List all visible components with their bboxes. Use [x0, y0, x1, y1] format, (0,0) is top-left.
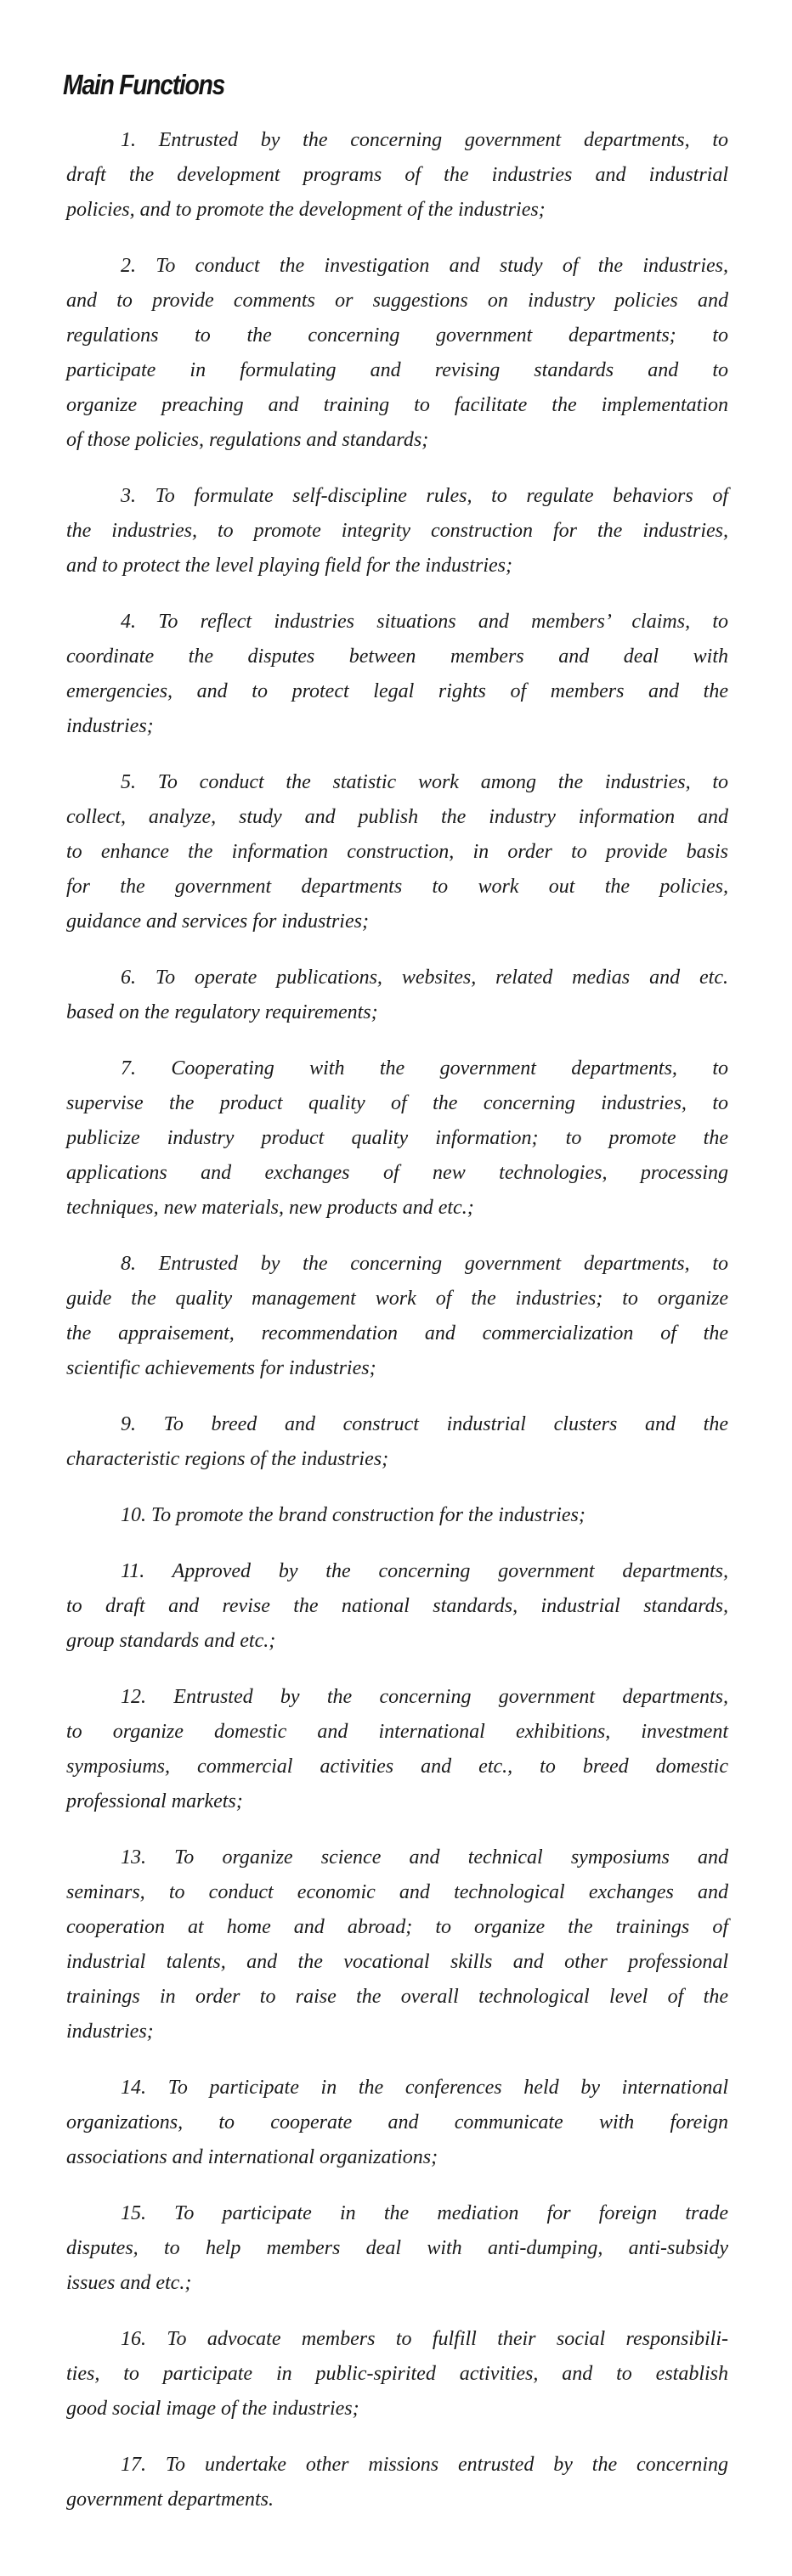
function-item: [66, 2071, 728, 2175]
function-item-line: policies, and to promote the development of the industries;: [66, 199, 546, 221]
function-item-line: characteristic regions of the industries;: [66, 1448, 389, 1470]
function-item-line: good social image of the industries;: [66, 2398, 359, 2420]
function-item: [66, 961, 728, 1030]
function-item-line: regulations to the concerning government departments; to: [66, 324, 728, 347]
function-item-first-line: 1. Entrusted by the concerning government departments, to: [121, 129, 728, 151]
function-item-line: and to provide comments or suggestions on industry policies and: [66, 290, 728, 312]
function-item-first-line: 2. To conduct the investigation and study of the industries,: [121, 255, 728, 277]
function-item-line: supervise the product quality of the concerning industries, to: [66, 1092, 728, 1114]
function-item: [66, 765, 728, 939]
function-item: [66, 2196, 728, 2301]
function-item: [66, 1498, 728, 1533]
function-item-first-line: 3. To formulate self-discipline rules, to regulate behaviors of: [121, 485, 728, 507]
functions-list: [66, 123, 728, 2539]
function-item-line: the industries, to promote integrity construction for the industries,: [66, 520, 728, 542]
function-item-line: organizations, to cooperate and communicate with foreign: [66, 2111, 728, 2134]
function-item: [66, 1680, 728, 1819]
function-item-line: collect, analyze, study and publish the industry information and: [66, 806, 728, 828]
function-item-line: trainings in order to raise the overall technological level of the: [66, 1986, 728, 2008]
function-item-line: government departments.: [66, 2489, 274, 2511]
function-item-line: the appraisement, recommendation and commercialization of the: [66, 1322, 728, 1344]
function-item: [66, 2448, 728, 2517]
function-item-first-line: 16. To advocate members to fulfill their social responsibili-: [121, 2328, 728, 2350]
function-item-first-line: 14. To participate in the conferences held by international: [121, 2077, 728, 2099]
function-item-line: professional markets;: [66, 1790, 243, 1812]
function-item-line: symposiums, commercial activities and etc., to breed domestic: [66, 1756, 728, 1778]
function-item-line: emergencies, and to protect legal rights of members and the: [66, 680, 728, 702]
function-item-line: cooperation at home and abroad; to organize the trainings of: [66, 1916, 728, 1938]
function-item-line: guidance and services for industries;: [66, 910, 369, 933]
function-item-line: coordinate the disputes between members and deal with: [66, 645, 728, 668]
function-item-line: to draft and revise the national standards, industrial standards,: [66, 1595, 728, 1617]
function-item-first-line: 5. To conduct the statistic work among the industries, to: [121, 771, 728, 793]
function-item-line: industries;: [66, 2021, 154, 2043]
function-item-line: organize preaching and training to facilitate the implementation: [66, 394, 728, 416]
function-item: [66, 123, 728, 228]
function-item-line: issues and etc.;: [66, 2272, 192, 2294]
function-item: [66, 1051, 728, 1226]
function-item-first-line: 12. Entrusted by the concerning government departments,: [121, 1686, 728, 1708]
function-item: [66, 1554, 728, 1659]
function-item-first-line: 15. To participate in the mediation for foreign trade: [121, 2202, 728, 2224]
function-item: [66, 1840, 728, 2049]
function-item-line: publicize industry product quality information; to promote the: [66, 1127, 728, 1149]
function-item-line: ties, to participate in public-spirited activities, and to establish: [66, 2363, 728, 2385]
function-item-line: associations and international organizations;: [66, 2146, 438, 2168]
function-item: [66, 479, 728, 583]
function-item-line: and to protect the level playing field for the industries;: [66, 555, 513, 577]
function-item: [66, 605, 728, 744]
function-item: [66, 249, 728, 458]
function-item-line: guide the quality management work of the industries; to organize: [66, 1288, 728, 1310]
function-item-first-line: 4. To reflect industries situations and members’ claims, to: [121, 611, 728, 633]
function-item-line: draft the development programs of the industries and industrial: [66, 164, 728, 186]
function-item-line: participate in formulating and revising standards and to: [66, 359, 728, 381]
function-item: [66, 1407, 728, 1477]
function-item-first-line: 9. To breed and construct industrial clusters and the: [121, 1413, 728, 1435]
function-item-line: to organize domestic and international exhibitions, investment: [66, 1721, 728, 1743]
function-item-line: industrial talents, and the vocational skills and other professional: [66, 1951, 728, 1973]
function-item: [66, 1247, 728, 1386]
function-item-line: applications and exchanges of new technologies, processing: [66, 1162, 728, 1184]
function-item-first-line: 17. To undertake other missions entrusted by the concerning: [121, 2454, 728, 2476]
page-title: Main Functions: [63, 69, 225, 100]
function-item-first-line: 6. To operate publications, websites, related medias and etc.: [121, 967, 728, 989]
function-item-line: techniques, new materials, new products and etc.;: [66, 1197, 474, 1219]
function-item-line: seminars, to conduct economic and technological exchanges and: [66, 1881, 728, 1903]
function-item-line: to enhance the information construction, in order to provide basis: [66, 841, 728, 863]
function-item-line: for the government departments to work out the policies,: [66, 876, 728, 898]
function-item: [66, 2322, 728, 2427]
function-item-first-line: 10. To promote the brand construction for the industries;: [121, 1504, 586, 1526]
function-item-line: industries;: [66, 715, 154, 737]
function-item-line: disputes, to help members deal with anti-dumping, anti-subsidy: [66, 2237, 728, 2259]
function-item-line: based on the regulatory requirements;: [66, 1001, 378, 1023]
function-item-first-line: 8. Entrusted by the concerning government departments, to: [121, 1253, 728, 1275]
function-item-line: group standards and etc.;: [66, 1630, 276, 1652]
function-item-first-line: 7. Cooperating with the government departments, to: [121, 1057, 728, 1079]
function-item-first-line: 13. To organize science and technical symposiums and: [121, 1846, 728, 1869]
function-item-line: of those policies, regulations and standards;: [66, 429, 429, 451]
function-item-first-line: 11. Approved by the concerning government departments,: [121, 1560, 728, 1582]
function-item-line: scientific achievements for industries;: [66, 1357, 376, 1379]
